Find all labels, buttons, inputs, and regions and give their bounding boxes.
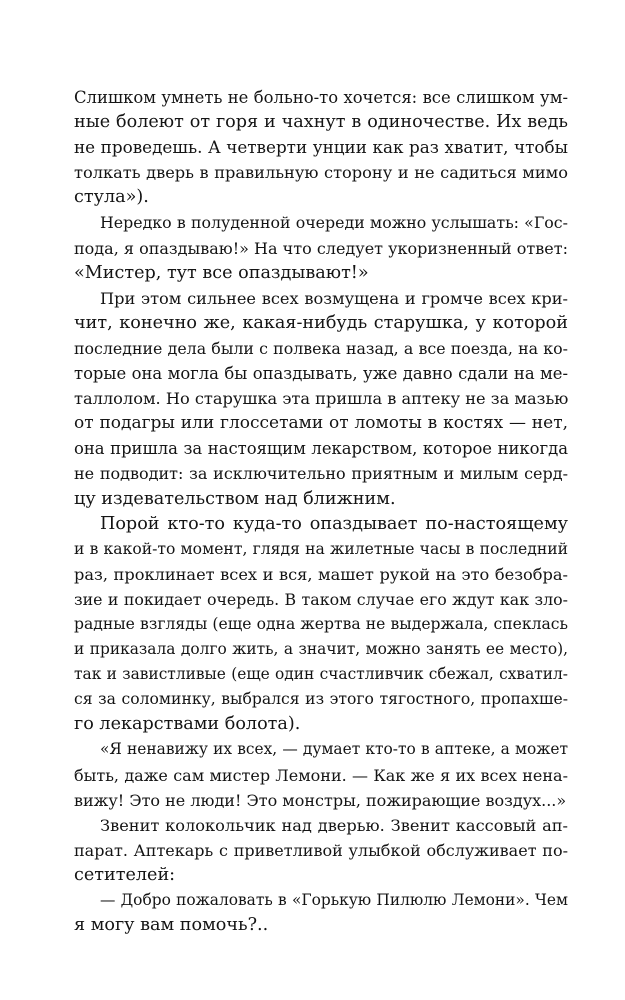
text-line: пода, я опаздываю!» На что следует укоризненный ответ: xyxy=(74,238,568,258)
text-line: ся за соломинку, выбрался из этого тягостного, пропахше- xyxy=(74,690,568,709)
text-line: торые она могла бы опаздывать, уже давно сдали на ме- xyxy=(74,364,568,384)
text-line: и в какой-то момент, глядя на жилетные часы в последний xyxy=(74,539,568,558)
paragraph xyxy=(74,888,568,938)
paragraph xyxy=(74,210,568,285)
text-line: Слишком умнеть не больно-то хочется: все слишком ум- xyxy=(74,88,568,107)
text-line: чит, конечно же, какая-нибудь старушка, у которой xyxy=(74,312,568,333)
text-line: толкать дверь в правильную сторону и не садиться мимо xyxy=(74,163,568,183)
text-line: она пришла за настоящим лекарством, которое никогда xyxy=(74,439,568,459)
text-line: зие и покидает очередь. В таком случае его ждут как зло- xyxy=(74,589,568,609)
text-line: го лекарствами болота). xyxy=(74,714,301,735)
paragraph xyxy=(74,286,568,512)
text-line: не проведешь. А четверти унции как раз хватит, чтобы xyxy=(74,137,568,158)
paragraph xyxy=(74,813,568,888)
text-line: радные взгляды (еще одна жертва не выдержала, спеклась xyxy=(74,614,568,633)
text-line: ные болеют от горя и чахнут в одиночестве. Их ведь xyxy=(74,112,568,133)
text-line: «Мистер, тут все опаздывают!» xyxy=(74,262,369,283)
text-line: Нередко в полуденной очереди можно услышать: «Гос- xyxy=(100,213,568,233)
text-line: парат. Аптекарь с приветливой улыбкой обслуживает по- xyxy=(74,840,568,860)
text-line: раз, проклинает всех и вся, машет рукой на это безобра- xyxy=(74,564,568,584)
text-line: от подагры или глоссетами от ломоты в костях — нет, xyxy=(74,413,568,434)
text-line: вижу! Это не люди! Это монстры, пожирающие воздух...» xyxy=(74,790,567,810)
paragraph xyxy=(74,85,568,210)
text-line: — Добро пожаловать в «Горькую Пилюлю Лемони». Чем xyxy=(100,891,568,909)
text-line: Звенит колокольчик над дверью. Звенит кассовый ап- xyxy=(100,815,568,835)
paragraph xyxy=(74,512,568,738)
text-line: так и завистливые (еще один счастливчик сбежал, схватил- xyxy=(74,665,568,684)
text-line: цу издевательством над ближним. xyxy=(74,488,396,509)
paragraph xyxy=(74,737,568,812)
text-line: сетителей: xyxy=(74,864,176,885)
text-line: я могу вам помочь?.. xyxy=(74,915,269,936)
text-line: стула»). xyxy=(74,187,149,208)
text-line: При этом сильнее всех возмущена и громче всех кри- xyxy=(100,288,568,308)
text-line: не подводит: за исключительно приятным и милым серд- xyxy=(74,464,568,484)
text-line: Порой кто-то куда-то опаздывает по-настоящему xyxy=(100,513,568,534)
text-line: быть, даже сам мистер Лемони. — Как же я их всех нена- xyxy=(74,765,568,785)
text-line: «Я ненавижу их всех, — думает кто-то в аптеке, а может xyxy=(100,740,568,759)
text-line: таллолом. Но старушка эта пришла в аптеку не за мазью xyxy=(74,389,568,409)
text-line: и приказала долго жить, а значит, можно занять ее место), xyxy=(74,640,568,659)
book-page-text xyxy=(74,85,568,938)
text-line: последние дела были с полвека назад, а все поезда, на ко- xyxy=(74,338,568,358)
